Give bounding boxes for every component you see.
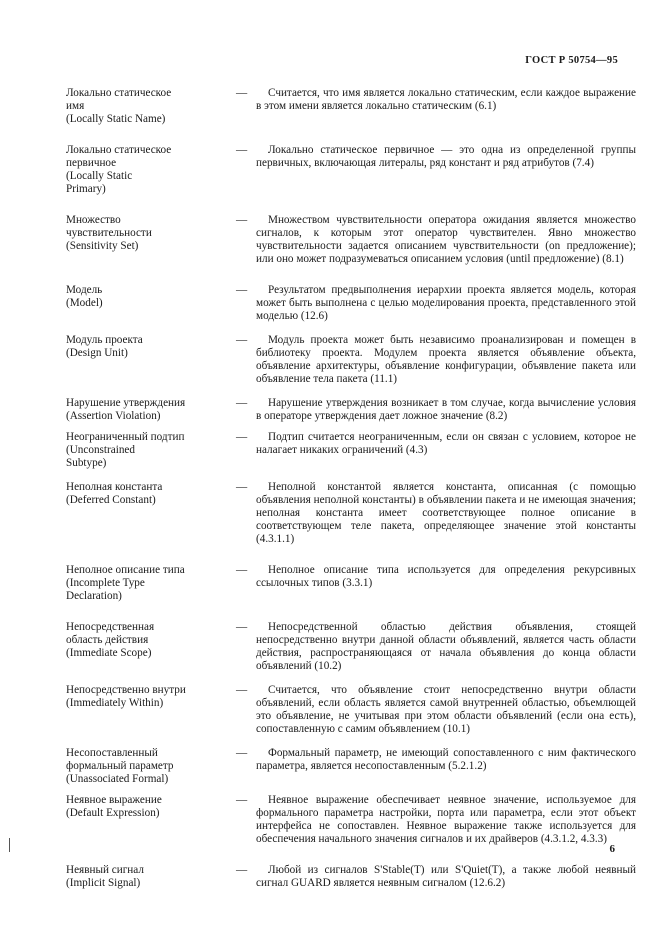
entry-definition: Нарушение утверждения возникает в том случае, когда вычисление условия в операторе утверждения дает ложное значение (8.2): [256, 397, 636, 422]
entry-definition: Любой из сигналов S'Stable(T) или S'Quiet(T), а также любой неявный сигнал GUARD является неявным сигналом (12.6.2): [256, 864, 636, 889]
glossary-entry: [66, 684, 636, 736]
entry-definition: Неполное описание типа используется для определения рекурсивных ссылочных типов (3.3.1): [256, 564, 636, 589]
entry-definition: Неполной константой является константа, описанная (с помощью объявления неполной константы) в объявлении пакета и не имеющая значения; неполная константа имеет соответствующее полное описание в соответствующем теле пакета, определяющее значение этой константы (4.3.1.1): [256, 481, 636, 545]
glossary-entry: [66, 284, 636, 323]
entry-dash: —: [236, 214, 248, 226]
entry-dash: —: [236, 334, 248, 346]
glossary-entry: [66, 431, 636, 470]
glossary-entry: [66, 864, 636, 890]
glossary-entry: [66, 621, 636, 673]
entry-dash: —: [236, 87, 248, 99]
glossary-entry: [66, 334, 636, 386]
glossary-entry: [66, 144, 636, 196]
entry-dash: —: [236, 564, 248, 576]
entry-term: Локально статическое имя (Locally Static Name): [66, 87, 172, 125]
entry-term: Множество чувствительности (Sensitivity Set): [66, 214, 152, 252]
glossary-entry: [66, 747, 636, 786]
entry-dash: —: [236, 284, 248, 296]
entry-definition: Локально статическое первичное — это одна из определенной группы первичных, включающая литералы, ряд констант и ряд атрибутов (7.4): [256, 144, 636, 169]
entry-definition: Подтип считается неограниченным, если он связан с условием, которое не налагает никаких ограничений (4.3): [256, 431, 636, 456]
entry-term: Локально статическое первичное (Locally Static Primary): [66, 144, 172, 195]
entry-dash: —: [236, 747, 248, 759]
entry-definition: Формальный параметр, не имеющий сопоставленного с ним фактического параметра, является несопоставленным (5.2.1.2): [256, 747, 636, 772]
glossary-entry: [66, 564, 636, 603]
entry-term: Непосредственная область действия (Immediate Scope): [66, 621, 155, 659]
entry-dash: —: [236, 684, 248, 696]
entry-term: Нарушение утверждения (Assertion Violation): [66, 397, 186, 422]
entry-definition: Считается, что объявление стоит непосредственно внутри области объявлений, если область является самой внутренней областью, объемлющей это объявление, не учитывая при этом области объявлений (если она есть), сопоставленную с самим объявлением (10.1): [256, 684, 636, 735]
entry-definition: Модуль проекта может быть независимо проанализирован и помещен в библиотеку проекта. Модулем проекта является объявление объекта, объявление архитектуры, объявление конфигурации, объявление пакета или объявление тела пакета (11.1): [256, 334, 636, 385]
glossary-entry: [66, 397, 636, 423]
glossary-entry: [66, 214, 636, 266]
entry-dash: —: [236, 397, 248, 409]
glossary-entry: [66, 794, 636, 846]
glossary-entry: [66, 87, 636, 126]
entry-definition: Результатом предвыполнения иерархии проекта является модель, которая может быть выполнена с целью моделирования проекта, представленного этой моделью (12.6): [256, 284, 636, 322]
entry-term: Неполная константа (Deferred Constant): [66, 481, 163, 506]
entry-definition: Считается, что имя является локально статическим, если каждое выражение в этом имени является локально статическим (6.1): [256, 87, 636, 112]
entry-term: Несопоставленный формальный параметр (Unassociated Formal): [66, 747, 174, 785]
entry-dash: —: [236, 481, 248, 493]
entry-dash: —: [236, 144, 248, 156]
entry-term: Неограниченный подтип (Unconstrained Subtype): [66, 431, 185, 469]
entry-term: Непосредственно внутри (Immediately Within): [66, 684, 186, 709]
entry-dash: —: [236, 794, 248, 806]
entry-definition: Множеством чувствительности оператора ожидания является множество сигналов, к которым этот оператор чувствителен. Явно множество чувствительности задается описанием чувствительности (on предложение); или оно может подразумеваться описанием условия (until предложение) (8.1): [256, 214, 636, 265]
entry-term: Неявное выражение (Default Expression): [66, 794, 162, 819]
page-number: 6: [609, 843, 615, 855]
entry-definition: Неявное выражение обеспечивает неявное значение, используемое для формального параметра настройки, порта или параметра, если этот объект интерфейса не сопоставлен. Неявное выражение также используется для обеспечения начального значения сигналов и их драйверов (4.3.1.2, 4.3.3): [256, 794, 636, 845]
document-code-header: ГОСТ Р 50754—95: [525, 55, 618, 66]
entry-dash: —: [236, 431, 248, 443]
entry-term: Неявный сигнал (Implicit Signal): [66, 864, 144, 889]
entry-dash: —: [236, 621, 248, 633]
entry-dash: —: [236, 864, 248, 876]
margin-mark: [9, 838, 10, 852]
entry-definition: Непосредственной областью действия объявления, стоящей непосредственно внутри данной области объявлений, является часть области действия, распространяющаяся от начала объявления до конца области объявлений (10.2): [256, 621, 636, 672]
entry-term: Неполное описание типа (Incomplete Type Declaration): [66, 564, 185, 602]
glossary-entries: [66, 87, 636, 898]
glossary-entry: [66, 481, 636, 546]
entry-term: Модуль проекта (Design Unit): [66, 334, 143, 359]
entry-term: Модель (Model): [66, 284, 103, 309]
